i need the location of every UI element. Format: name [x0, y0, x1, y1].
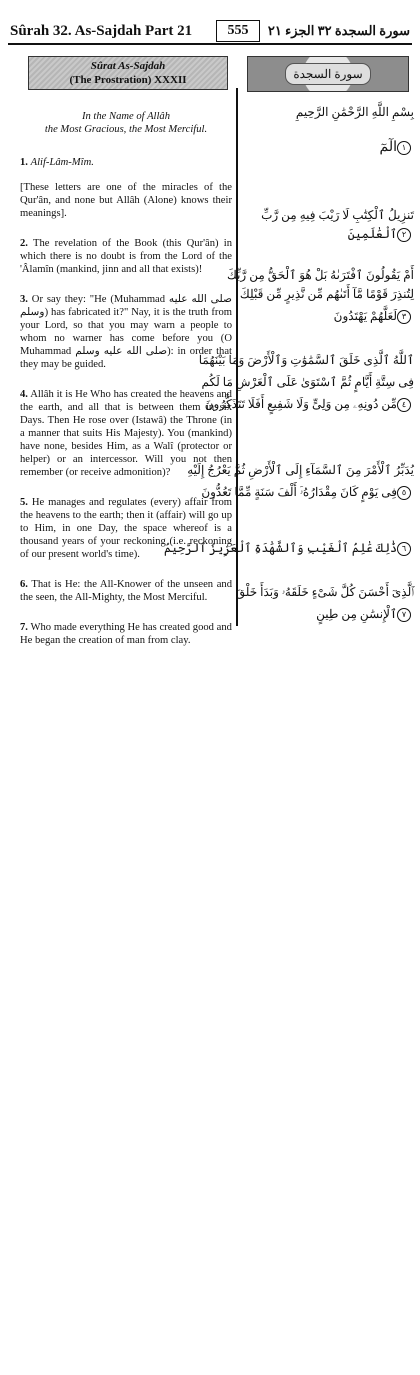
surah-title: Sûrat As-Sajdah — [90, 60, 166, 72]
header-rule — [8, 43, 412, 45]
verse-6 — [20, 578, 232, 604]
arabic-line: فِى يَوْمٍ كَانَ مِقْدَارُهُۥٓ أَلْفَ سَنَةٍ مِّمَّا تَعُدُّونَ — [201, 485, 397, 499]
arabic-line: لَعَلَّهُمْ يَهْتَدُونَ — [333, 309, 397, 323]
arabic-line: ذَٰلِكَ عَٰلِمُ ٱلْغَيْبِ وَٱلشَّهَٰدَةِ ٱلْعَزِيزُ ٱلرَّحِيمُ — [164, 541, 397, 555]
surah-subtitle: (The Prostration) XXXII — [69, 74, 187, 86]
verse-end-marker: ١ — [397, 141, 411, 155]
header-surah-part: Sûrah 32. As-Sajdah Part 21 — [10, 23, 193, 39]
verse-text: He manages and regulates (every) affair from the heavens to the earth; then it (affair) will go up to Him, in one Day, the space whereof is a thousand years of your reckoning (i.e. reckoning of our present world's time). — [20, 497, 232, 560]
verse-text: Or say they: "He (Muhammad صلى الله عليه وسلم) has fabricated it?" Nay, it is the truth from your Lord, so that you may warn a people to whom no warner has come before you (O Muhammad صلى الله عليه وسلم): in order that they may be guided. — [20, 294, 232, 370]
verse-end-marker: ٥ — [397, 486, 411, 500]
verse-text: Alif-Lâm-Mîm. — [30, 157, 94, 168]
arabic-verse-7-line-2 — [316, 604, 414, 624]
basmala-arabic: بِسْمِ اللَّهِ الرَّحْمَٰنِ الرَّحِيمِ — [295, 105, 414, 119]
verse-7 — [20, 621, 232, 647]
verse-text: That is He: the All-Knower of the unseen and the seen, the All-Mighty, the Most Merciful. — [20, 579, 232, 603]
page-number: 555 — [216, 20, 260, 42]
verse-number: 1. — [20, 157, 28, 168]
surah-arabic-ornament — [247, 56, 409, 92]
arabic-verse-4-line-3 — [205, 394, 414, 414]
verse-number: 6. — [20, 579, 28, 590]
verse-end-marker: ٤ — [397, 398, 411, 412]
arabic-verse-7-line-1: ٱلَّذِىٓ أَحْسَنَ كُلَّ شَىْءٍ خَلَقَهُۥ وَبَدَأَ خَلْقَ — [235, 585, 414, 599]
arabic-verse-6 — [164, 538, 414, 558]
arabic-line: مِّن دُونِهِۦ مِن وَلِىٍّ وَلَا شَفِيعٍ أَفَلَا تَتَذَكَّرُونَ — [204, 397, 397, 411]
verse-number: 3. — [20, 294, 28, 305]
basmala-translation — [20, 110, 232, 136]
verse-end-marker: ٣ — [397, 310, 411, 324]
arabic-line: ٱلْعَٰلَمِينَ — [347, 227, 397, 241]
verse-end-marker: ٧ — [397, 608, 411, 622]
arabic-verse-3-line-2: لِتُنذِرَ قَوْمًا مَّآ أَتَىٰهُم مِّن نَّذِيرٍ مِّن قَبْلِكَ — [239, 287, 414, 301]
verse-number: 7. — [20, 622, 28, 633]
arabic-verse-4-line-1: ٱللَّهُ ٱلَّذِى خَلَقَ ٱلسَّمَٰوَٰتِ وَٱلْأَرْضَ وَمَا بَيْنَهُمَا — [198, 353, 414, 367]
arabic-line: الٓمٓ — [379, 140, 397, 155]
header-arabic: سورة السجدة ٣٢ الجزء ٢١ — [267, 23, 410, 38]
verse-number: 2. — [20, 238, 28, 249]
verse-text: Who made everything He has created good and He began the creation of man from clay. — [20, 622, 232, 646]
verse-1 — [20, 156, 232, 169]
arabic-verse-2-line-1: تَنزِيلُ ٱلْكِتَٰبِ لَا رَيْبَ فِيهِ مِن رَّبِّ — [261, 208, 414, 222]
arabic-verse-1 — [380, 138, 414, 158]
verse-number: 5. — [20, 497, 28, 508]
arabic-line: ٱلْإِنسَٰنِ مِن طِينٍ — [316, 607, 397, 621]
arabic-verse-5-line-1: يُدَبِّرُ ٱلْأَمْرَ مِنَ ٱلسَّمَآءِ إِلَى ٱلْأَرْضِ ثُمَّ يَعْرُجُ إِلَيْهِ — [187, 463, 414, 477]
basmala-line-2: the Most Gracious, the Most Merciful. — [44, 124, 208, 135]
verse-number: 4. — [20, 389, 28, 400]
verse-end-marker: ٢ — [397, 228, 411, 242]
verse-1-note: [These letters are one of the miracles of the Qur'ân, and none but Allâh (Alone) knows their meanings]. — [20, 182, 232, 219]
surah-title-box — [28, 56, 228, 90]
arabic-column — [241, 56, 411, 92]
arabic-verse-3-line-1: أَمْ يَقُولُونَ ٱفْتَرَىٰهُ بَلْ هُوَ ٱلْحَقُّ مِن رَّبِّكَ — [226, 268, 414, 282]
verse-end-marker: ٦ — [397, 542, 411, 556]
page-header — [8, 20, 412, 46]
verse-text: Allâh it is He Who has created the heavens and the earth, and all that is between them in six Days. Then He rose over (Istawâ) the Throne (in a manner that suits His Majesty). You (mankind) have none, besides Him, as a Walî (protector or helper) or an intercessor. Will you not then remember (or receive admonition)? — [20, 389, 232, 478]
arabic-verse-5-line-2 — [201, 482, 414, 502]
arabic-verse-2-line-2 — [348, 224, 414, 244]
verse-2 — [20, 237, 232, 276]
basmala-line-1: In the Name of Allâh — [81, 111, 171, 122]
arabic-verse-4-line-2: فِى سِتَّةِ أَيَّامٍ ثُمَّ ٱسْتَوَىٰ عَلَى ٱلْعَرْشِ مَا لَكُم — [201, 375, 414, 389]
verse-text: The revelation of the Book (this Qur'ân) in which there is no doubt is from the Lord of the 'Âlamîn (mankind, jinn and all that exists)! — [20, 238, 232, 275]
arabic-verse-3-line-3 — [334, 306, 414, 326]
surah-arabic-title: سورة السجدة — [285, 63, 371, 85]
